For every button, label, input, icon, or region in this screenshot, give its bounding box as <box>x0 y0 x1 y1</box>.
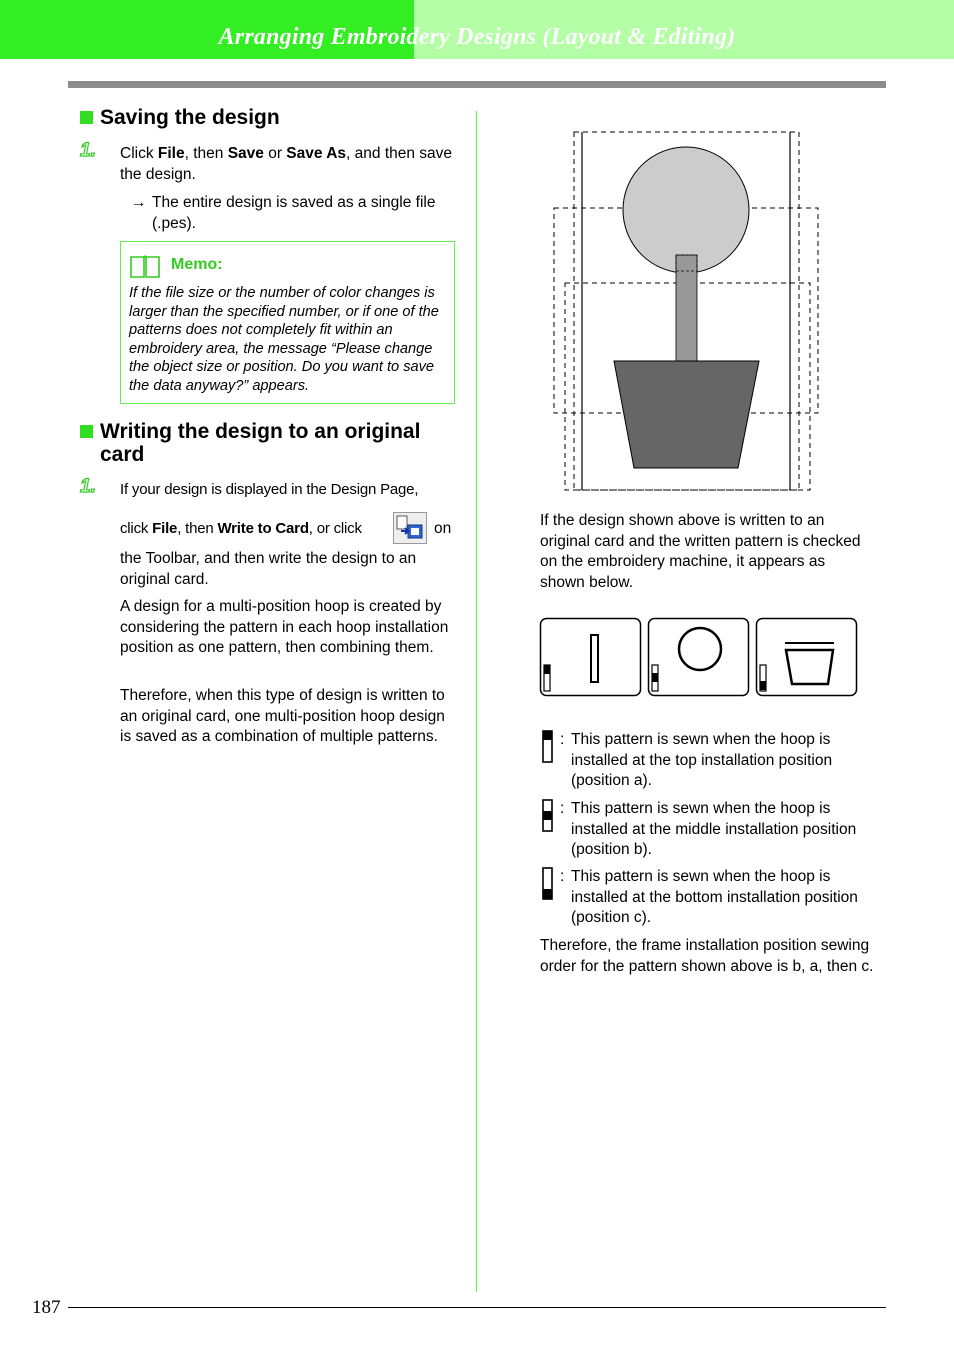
step-number: 1. <box>80 476 96 497</box>
step-text-save: Click File, then Save or Save As, and then save the design. <box>120 145 453 183</box>
machine-pattern-thumbnails <box>539 617 859 699</box>
thumbnail-position-a <box>541 619 641 696</box>
legend-colon: : <box>560 800 565 817</box>
hoop-position-b-icon <box>542 799 554 833</box>
tree-design-illustration <box>550 125 825 497</box>
heading-bullet-icon <box>80 425 93 438</box>
memo-title: Memo: <box>171 256 223 273</box>
book-icon <box>129 252 161 280</box>
legend-item-position-b <box>540 799 880 861</box>
menu-file: File <box>152 520 178 537</box>
legend-colon: : <box>560 731 565 748</box>
header-rule <box>68 81 886 88</box>
flower-pot <box>614 361 759 468</box>
memo-body: If the file size or the number of color changes is larger than the specified number, or if one of the patterns does not completely fit within an embroidery area, the message “Please change the object size or position. Do you want to save the data anyway?” appears. <box>129 285 439 394</box>
column-divider <box>476 111 477 1292</box>
thumbnail-position-b <box>649 619 749 696</box>
heading-text: Saving the design <box>100 106 280 129</box>
tree-crown <box>623 147 749 273</box>
write-to-card-toolbar-button[interactable] <box>393 512 427 544</box>
legend-text: This pattern is sewn when the hoop is installed at the middle installation position (position b). <box>571 800 857 858</box>
heading-writing-design <box>80 420 460 466</box>
page-number: 187 <box>32 1297 61 1318</box>
result-arrow: → <box>131 194 147 211</box>
thumbnail-position-c <box>757 619 857 696</box>
step-text-line1: If your design is displayed in the Design Page, <box>120 481 419 498</box>
menu-file: File <box>157 145 185 162</box>
heading-text: Writing the design to an original card <box>100 420 421 466</box>
menu-save: Save <box>227 145 264 162</box>
step-number: 1. <box>80 140 96 161</box>
result-text: The entire design is saved as a single file (.pes). <box>152 194 436 232</box>
legend-item-position-a <box>540 730 880 792</box>
paragraph-written-pattern: If the design shown above is written to an original card and the written pattern is checked on the embroidery machine, it appears as shown below. <box>540 512 861 591</box>
legend-item-position-c <box>540 867 880 929</box>
step-text-on: on <box>434 520 452 537</box>
step-text-line3: the Toolbar, and then write the design to an original card. <box>120 550 417 588</box>
legend-colon: : <box>560 868 565 885</box>
menu-save-as: Save As <box>286 145 347 162</box>
hoop-position-a-icon <box>542 730 554 764</box>
step-text-line2: click File, then Write to Card, or click <box>120 520 362 537</box>
heading-saving-design <box>80 106 460 129</box>
hoop-position-c-icon <box>542 867 554 901</box>
write-to-card-icon <box>393 512 427 544</box>
heading-bullet-icon <box>80 111 93 124</box>
paragraph-combination: Therefore, when this type of design is written to an original card, one multi-position hoop design is saved as a combination of multiple patterns. <box>120 687 445 745</box>
footer-rule <box>68 1307 886 1308</box>
chapter-title: Arranging Embroidery Designs (Layout & Editing) <box>218 24 736 50</box>
memo-box <box>120 241 455 404</box>
paragraph-sewing-order: Therefore, the frame installation position sewing order for the pattern shown above is b, a, then c. <box>540 937 874 975</box>
paragraph-multi-hoop: A design for a multi-position hoop is created by considering the pattern in each hoop installation position as one pattern, then combining them. <box>120 598 449 656</box>
legend-text: This pattern is sewn when the hoop is installed at the top installation position (position a). <box>571 731 833 789</box>
menu-write-to-card: Write to Card <box>217 520 309 537</box>
legend-text: This pattern is sewn when the hoop is installed at the bottom installation position (position c). <box>571 868 858 926</box>
